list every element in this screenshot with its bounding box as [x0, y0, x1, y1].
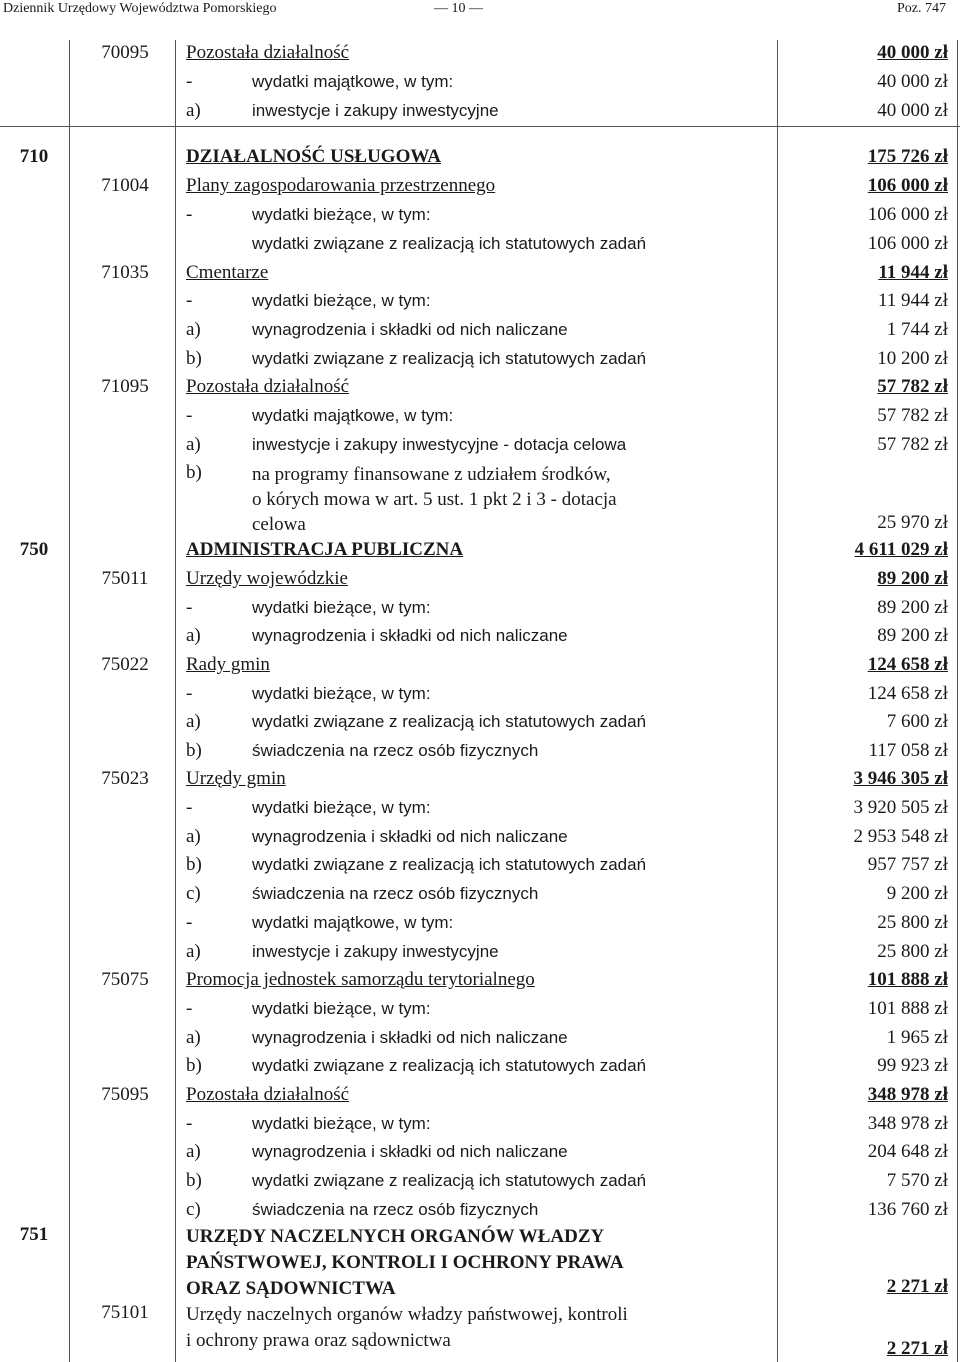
chapter-code: 751	[19, 1224, 49, 1245]
item-description	[186, 204, 771, 226]
description-text: wydatki związane z realizacją ich statutowych zadań	[252, 855, 647, 874]
item-marker: -	[186, 1113, 193, 1134]
section-code: 75095	[101, 1084, 149, 1105]
description-text: wydatki związane z realizacją ich statutowych zadań	[252, 234, 647, 253]
item-marker: -	[186, 204, 193, 225]
item-marker: -	[186, 405, 193, 426]
item-description	[186, 319, 771, 341]
description-text: Rady gmin	[186, 654, 270, 675]
description-text: wydatki związane z realizacją ich statutowych zadań	[252, 1056, 647, 1075]
description-text: wynagrodzenia i składki od nich naliczane	[252, 1142, 568, 1161]
item-description	[186, 539, 771, 561]
item-description	[186, 826, 771, 848]
item-marker: b)	[186, 348, 202, 369]
amount-value: 89 200 zł	[877, 625, 948, 646]
item-description	[186, 262, 771, 284]
description-text: wydatki bieżące, w tym:	[252, 205, 431, 224]
amount-value: 3 920 505 zł	[853, 797, 948, 818]
page-header	[0, 0, 960, 22]
amount-value: 25 800 zł	[877, 912, 948, 933]
item-description	[186, 233, 771, 255]
section-code: 75022	[101, 654, 149, 675]
item-marker: a)	[186, 1141, 201, 1162]
item-description	[186, 568, 771, 590]
description-text: Urzędy wojewódzkie	[186, 568, 348, 589]
amount-value: 10 200 zł	[877, 348, 948, 369]
item-description	[186, 625, 771, 647]
description-text: ADMINISTRACJA PUBLICZNA	[186, 539, 464, 560]
amount-value: 106 000 zł	[867, 233, 948, 254]
item-marker: b)	[186, 462, 202, 483]
amount-value: 106 000 zł	[867, 204, 948, 225]
item-description	[186, 1199, 771, 1221]
item-description	[186, 740, 771, 762]
amount-value: 40 000 zł	[877, 42, 948, 63]
item-description	[186, 100, 771, 122]
amount-value: 106 000 zł	[867, 175, 948, 196]
item-description	[186, 941, 771, 963]
item-description	[186, 1302, 771, 1354]
item-marker: -	[186, 998, 193, 1019]
amount-value: 1 965 zł	[886, 1027, 948, 1048]
item-marker: -	[186, 290, 193, 311]
amount-value: 175 726 zł	[867, 146, 948, 167]
description-line: ORAZ SĄDOWNICTWA	[186, 1278, 396, 1299]
description-text: świadczenia na rzecz osób fizycznych	[252, 884, 539, 903]
chapter-code: 750	[19, 539, 49, 560]
description-line: o kórych mowa w art. 5 ust. 1 pkt 2 i 3 - dotacja	[252, 489, 617, 510]
amount-value: 57 782 zł	[877, 434, 948, 455]
journal-title: Dziennik Urzędowy Województwa Pomorskiego	[3, 1, 277, 16]
grid-line	[69, 40, 70, 1362]
item-marker: b)	[186, 1170, 202, 1191]
section-code: 71004	[101, 175, 149, 196]
amount-value: 2 271 zł	[886, 1276, 948, 1297]
item-description	[186, 998, 771, 1020]
item-marker: a)	[186, 319, 201, 340]
section-code: 71035	[101, 262, 149, 283]
amount-value: 348 978 zł	[867, 1084, 948, 1105]
amount-value: 101 888 zł	[867, 998, 948, 1019]
description-text: wynagrodzenia i składki od nich naliczane	[252, 626, 568, 645]
item-marker: a)	[186, 434, 201, 455]
item-marker: -	[186, 797, 193, 818]
item-description	[186, 71, 771, 93]
amount-value: 1 744 zł	[886, 319, 948, 340]
description-text: Promocja jednostek samorządu terytorialnego	[186, 969, 535, 990]
description-text: wydatki bieżące, w tym:	[252, 291, 431, 310]
description-text: świadczenia na rzecz osób fizycznych	[252, 741, 539, 760]
item-marker: a)	[186, 625, 201, 646]
amount-value: 89 200 zł	[877, 568, 948, 589]
section-code: 75011	[101, 568, 149, 589]
item-description	[186, 969, 771, 991]
page-number: — 10 —	[434, 1, 483, 16]
item-description	[186, 348, 771, 370]
description-line: celowa	[252, 514, 306, 535]
amount-value: 957 757 zł	[867, 854, 948, 875]
item-description	[186, 597, 771, 619]
description-text: wydatki związane z realizacją ich statutowych zadań	[252, 1171, 647, 1190]
description-text: wydatki związane z realizacją ich statutowych zadań	[252, 349, 647, 368]
item-marker: -	[186, 683, 193, 704]
amount-value: 2 953 548 zł	[853, 826, 948, 847]
description-text: wydatki bieżące, w tym:	[252, 684, 431, 703]
amount-value: 57 782 zł	[877, 405, 948, 426]
amount-value: 136 760 zł	[867, 1199, 948, 1220]
item-description	[186, 434, 771, 456]
item-description	[186, 290, 771, 312]
item-description	[186, 1084, 771, 1106]
description-line: i ochrony prawa oraz sądownictwa	[186, 1330, 451, 1351]
description-text: wydatki majątkowe, w tym:	[252, 72, 454, 91]
item-description	[186, 146, 771, 168]
item-marker: c)	[186, 883, 201, 904]
item-description	[186, 797, 771, 819]
amount-value: 40 000 zł	[877, 100, 948, 121]
amount-value: 25 800 zł	[877, 941, 948, 962]
description-text: wydatki bieżące, w tym:	[252, 598, 431, 617]
description-text: Cmentarze	[186, 262, 269, 283]
amount-value: 3 946 305 zł	[853, 768, 948, 789]
item-marker: a)	[186, 941, 201, 962]
item-description	[186, 768, 771, 790]
description-text: wydatki majątkowe, w tym:	[252, 406, 454, 425]
grid-line	[957, 40, 958, 1362]
item-marker: b)	[186, 854, 202, 875]
item-description	[186, 175, 771, 197]
description-text: inwestycje i zakupy inwestycyjne	[252, 101, 499, 120]
description-text: świadczenia na rzecz osób fizycznych	[252, 1200, 539, 1219]
item-description	[186, 1113, 771, 1135]
item-marker: -	[186, 71, 193, 92]
item-marker: a)	[186, 1027, 201, 1048]
amount-value: 204 648 zł	[867, 1141, 948, 1162]
item-marker: -	[186, 597, 193, 618]
description-text: Plany zagospodarowania przestrzennego	[186, 175, 496, 196]
item-description	[186, 683, 771, 705]
amount-value: 11 944 zł	[877, 290, 948, 311]
section-divider	[0, 126, 960, 127]
item-description	[186, 711, 771, 733]
amount-value: 2 271 zł	[886, 1338, 948, 1359]
description-text: wydatki bieżące, w tym:	[252, 798, 431, 817]
item-description	[186, 1027, 771, 1049]
description-text: wydatki bieżące, w tym:	[252, 1114, 431, 1133]
amount-value: 9 200 zł	[886, 883, 948, 904]
amount-value: 40 000 zł	[877, 71, 948, 92]
amount-value: 4 611 029 zł	[854, 539, 948, 560]
description-line: Urzędy naczelnych organów władzy państwowej, kontroli	[186, 1304, 628, 1325]
grid-line	[175, 40, 176, 1362]
item-marker: a)	[186, 711, 201, 732]
item-description	[186, 42, 771, 64]
item-description	[186, 912, 771, 934]
amount-value: 99 923 zł	[877, 1055, 948, 1076]
amount-value: 124 658 zł	[867, 654, 948, 675]
description-text: wydatki związane z realizacją ich statutowych zadań	[252, 712, 647, 731]
item-description	[186, 462, 771, 537]
description-text: wydatki majątkowe, w tym:	[252, 913, 454, 932]
description-line: PAŃSTWOWEJ, KONTROLI I OCHRONY PRAWA	[186, 1252, 624, 1273]
description-line: na programy finansowane z udziałem środków,	[252, 464, 611, 485]
item-description	[186, 883, 771, 905]
amount-value: 117 058 zł	[868, 740, 948, 761]
item-marker: -	[186, 912, 193, 933]
item-description	[186, 376, 771, 398]
item-marker: b)	[186, 1055, 202, 1076]
item-marker: c)	[186, 1199, 201, 1220]
description-text: inwestycje i zakupy inwestycyjne - dotacja celowa	[252, 435, 627, 454]
description-text: wynagrodzenia i składki od nich naliczane	[252, 827, 568, 846]
amount-value: 7 570 zł	[886, 1170, 948, 1191]
description-text: Urzędy gmin	[186, 768, 286, 789]
description-text: wynagrodzenia i składki od nich naliczane	[252, 1028, 568, 1047]
amount-value: 11 944 zł	[878, 262, 948, 283]
amount-value: 25 970 zł	[877, 512, 948, 533]
amount-value: 57 782 zł	[877, 376, 948, 397]
description-text: Pozostała działalność	[186, 1084, 350, 1105]
amount-value: 89 200 zł	[877, 597, 948, 618]
item-description	[186, 405, 771, 427]
section-code: 75023	[101, 768, 149, 789]
item-description	[186, 654, 771, 676]
item-description	[186, 1170, 771, 1192]
description-line: URZĘDY NACZELNYCH ORGANÓW WŁADZY	[186, 1226, 605, 1247]
section-code: 75101	[101, 1302, 149, 1323]
item-marker: a)	[186, 826, 201, 847]
description-text: wydatki bieżące, w tym:	[252, 999, 431, 1018]
item-marker: a)	[186, 100, 201, 121]
section-code: 70095	[101, 42, 149, 63]
chapter-code: 710	[19, 146, 49, 167]
amount-value: 7 600 zł	[886, 711, 948, 732]
item-description	[186, 1055, 771, 1077]
description-text: wynagrodzenia i składki od nich naliczane	[252, 320, 568, 339]
description-text: DZIAŁALNOŚĆ USŁUGOWA	[186, 146, 441, 167]
item-description	[186, 1224, 771, 1302]
section-code: 71095	[101, 376, 149, 397]
description-text: inwestycje i zakupy inwestycyjne	[252, 942, 499, 961]
position-number: Poz. 747	[897, 1, 946, 16]
amount-value: 101 888 zł	[867, 969, 948, 990]
item-marker: b)	[186, 740, 202, 761]
section-code: 75075	[101, 969, 149, 990]
description-text: Pozostała działalność	[186, 376, 350, 397]
amount-value: 124 658 zł	[867, 683, 948, 704]
item-description	[186, 1141, 771, 1163]
amount-value: 348 978 zł	[867, 1113, 948, 1134]
description-text: Pozostała działalność	[186, 42, 350, 63]
item-description	[186, 854, 771, 876]
